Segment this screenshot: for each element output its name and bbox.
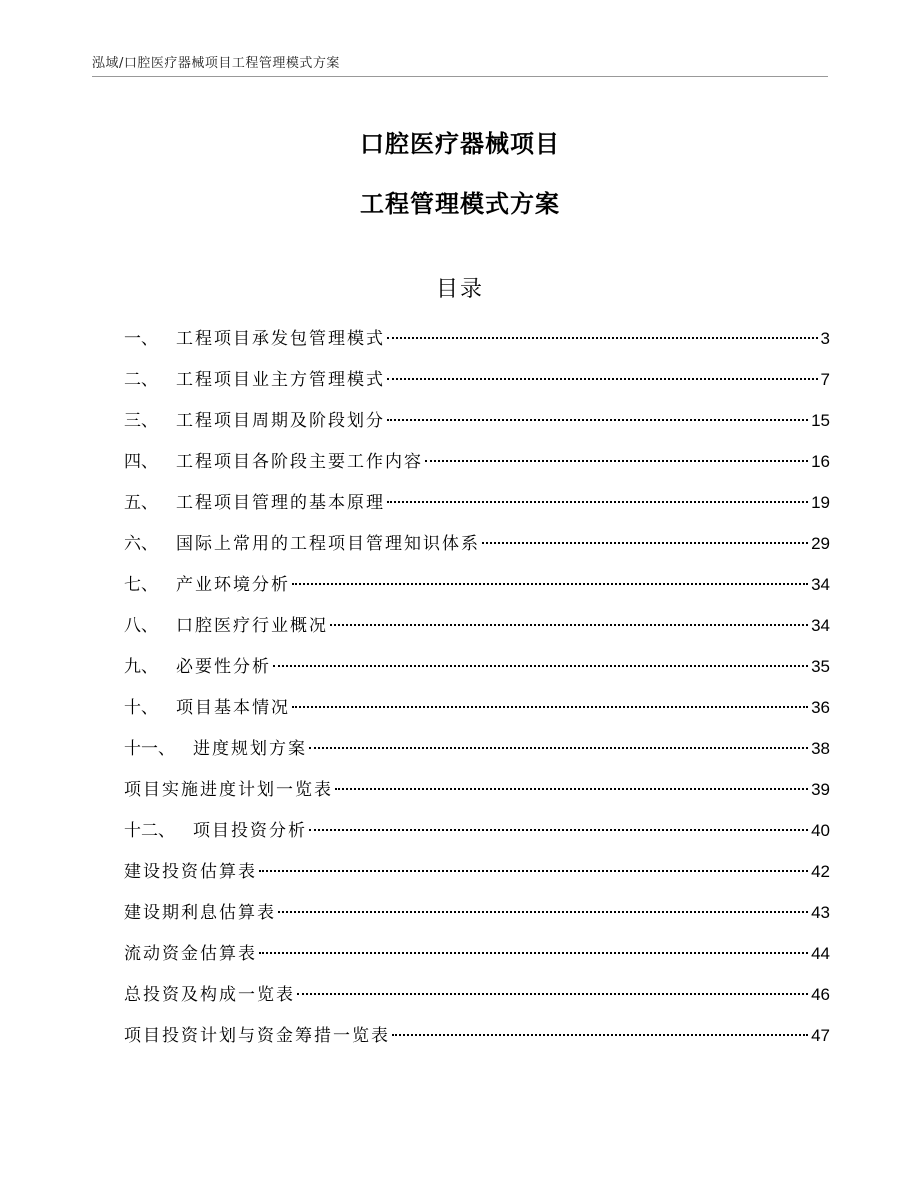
toc-entry-label: 必要性分析 bbox=[176, 657, 271, 677]
toc-entry-page: 47 bbox=[811, 1026, 830, 1045]
toc-dot-leader bbox=[297, 993, 808, 995]
toc-entry-number: 十二、 bbox=[124, 821, 175, 841]
toc-entry-page: 15 bbox=[811, 411, 830, 430]
toc-entry-page: 36 bbox=[811, 698, 830, 717]
toc-heading: 目录 bbox=[435, 277, 484, 302]
toc-dot-leader bbox=[387, 501, 808, 503]
toc-entry[interactable] bbox=[124, 523, 830, 564]
toc-entry-label: 总投资及构成一览表 bbox=[124, 985, 295, 1005]
toc-entry-page: 19 bbox=[811, 493, 830, 512]
toc-entry-label: 国际上常用的工程项目管理知识体系 bbox=[176, 534, 480, 554]
toc-dot-leader bbox=[309, 829, 808, 831]
toc-entry-label: 项目投资计划与资金筹措一览表 bbox=[124, 1026, 390, 1046]
toc-entry-label: 产业环境分析 bbox=[176, 575, 290, 595]
toc-entry-number: 十、 bbox=[124, 698, 158, 718]
toc-entry[interactable] bbox=[124, 810, 830, 851]
toc-entry-page: 38 bbox=[811, 739, 830, 758]
toc-entry-page: 35 bbox=[811, 657, 830, 676]
toc-entry[interactable] bbox=[124, 933, 830, 974]
toc-entry-label: 建设投资估算表 bbox=[124, 862, 257, 882]
toc-entry-page: 40 bbox=[811, 821, 830, 840]
toc-dot-leader bbox=[292, 583, 808, 585]
toc-entry-label: 工程项目承发包管理模式 bbox=[176, 329, 385, 349]
document-title-line1: 口腔医疗器械项目 bbox=[360, 130, 560, 158]
toc-entry-number: 五、 bbox=[124, 493, 158, 513]
running-header: 泓域/口腔医疗器械项目工程管理模式方案 bbox=[92, 56, 340, 71]
toc-entry-number: 二、 bbox=[124, 370, 158, 390]
toc-entry-number: 一、 bbox=[124, 329, 158, 349]
toc-dot-leader bbox=[309, 747, 808, 749]
header-divider bbox=[92, 76, 828, 77]
toc-entry[interactable] bbox=[124, 687, 830, 728]
toc-entry[interactable] bbox=[124, 318, 830, 359]
toc-entry[interactable] bbox=[124, 359, 830, 400]
toc-entry[interactable] bbox=[124, 441, 830, 482]
toc-dot-leader bbox=[392, 1034, 808, 1036]
toc-entry-label: 工程项目管理的基本原理 bbox=[176, 493, 385, 513]
toc-entry[interactable] bbox=[124, 851, 830, 892]
document-title-line2: 工程管理模式方案 bbox=[360, 190, 560, 218]
toc-dot-leader bbox=[387, 378, 818, 380]
table-of-contents bbox=[124, 318, 830, 1056]
toc-entry-page: 34 bbox=[811, 575, 830, 594]
toc-entry-label: 项目实施进度计划一览表 bbox=[124, 780, 333, 800]
toc-entry-label: 口腔医疗行业概况 bbox=[176, 616, 328, 636]
toc-dot-leader bbox=[335, 788, 808, 790]
toc-entry-page: 42 bbox=[811, 862, 830, 881]
toc-dot-leader bbox=[387, 419, 808, 421]
toc-entry[interactable] bbox=[124, 974, 830, 1015]
toc-entry-label: 建设期利息估算表 bbox=[124, 903, 276, 923]
toc-entry[interactable] bbox=[124, 892, 830, 933]
toc-dot-leader bbox=[330, 624, 808, 626]
toc-entry-label: 项目投资分析 bbox=[193, 821, 307, 841]
toc-entry[interactable] bbox=[124, 769, 830, 810]
toc-entry-number: 六、 bbox=[124, 534, 158, 554]
toc-entry-label: 进度规划方案 bbox=[193, 739, 307, 759]
toc-entry-page: 43 bbox=[811, 903, 830, 922]
toc-entry-label: 工程项目业主方管理模式 bbox=[176, 370, 385, 390]
toc-entry-label: 工程项目周期及阶段划分 bbox=[176, 411, 385, 431]
toc-dot-leader bbox=[482, 542, 808, 544]
toc-dot-leader bbox=[425, 460, 808, 462]
toc-dot-leader bbox=[387, 337, 818, 339]
toc-entry-page: 46 bbox=[811, 985, 830, 1004]
toc-entry[interactable] bbox=[124, 482, 830, 523]
toc-entry-page: 7 bbox=[820, 370, 830, 389]
toc-entry-page: 44 bbox=[811, 944, 830, 963]
toc-entry[interactable] bbox=[124, 1015, 830, 1056]
toc-entry[interactable] bbox=[124, 400, 830, 441]
toc-entry-page: 39 bbox=[811, 780, 830, 799]
toc-entry-page: 29 bbox=[811, 534, 830, 553]
toc-entry-number: 四、 bbox=[124, 452, 158, 472]
toc-entry[interactable] bbox=[124, 564, 830, 605]
toc-entry-page: 16 bbox=[811, 452, 830, 471]
toc-entry-number: 十一、 bbox=[124, 739, 175, 759]
toc-entry-number: 九、 bbox=[124, 657, 158, 677]
toc-entry-number: 七、 bbox=[124, 575, 158, 595]
toc-entry-label: 项目基本情况 bbox=[176, 698, 290, 718]
toc-entry[interactable] bbox=[124, 646, 830, 687]
toc-entry-page: 34 bbox=[811, 616, 830, 635]
toc-entry-label: 流动资金估算表 bbox=[124, 944, 257, 964]
toc-entry[interactable] bbox=[124, 605, 830, 646]
toc-dot-leader bbox=[259, 870, 808, 872]
toc-dot-leader bbox=[278, 911, 808, 913]
toc-entry-label: 工程项目各阶段主要工作内容 bbox=[176, 452, 423, 472]
toc-dot-leader bbox=[273, 665, 808, 667]
toc-dot-leader bbox=[292, 706, 808, 708]
toc-entry-number: 八、 bbox=[124, 616, 158, 636]
toc-entry[interactable] bbox=[124, 728, 830, 769]
toc-entry-page: 3 bbox=[820, 329, 830, 348]
toc-entry-number: 三、 bbox=[124, 411, 158, 431]
toc-dot-leader bbox=[259, 952, 808, 954]
